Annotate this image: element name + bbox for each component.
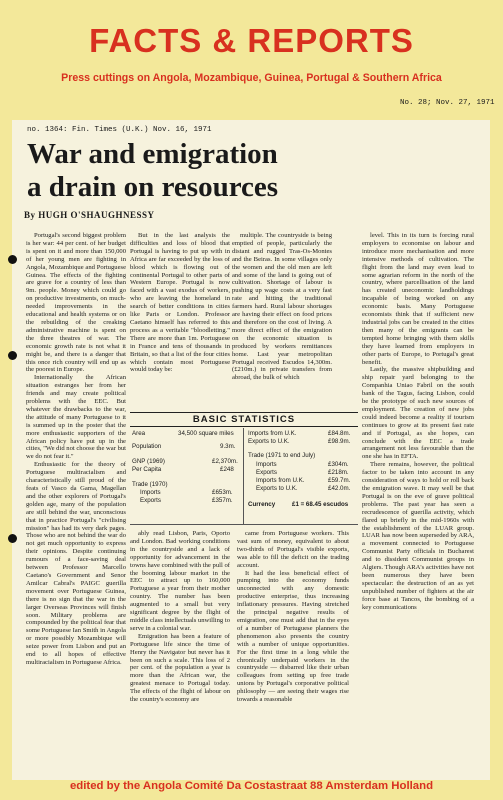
paragraph: came from Portuguese workers. This vast sum of money, equivalent to about two-thirds of Portugal's visible exports, was able to fill the deficit on the trading account. bbox=[237, 530, 349, 569]
stat-row bbox=[248, 438, 351, 445]
stat-label: Exports to U.K. bbox=[256, 485, 298, 492]
stat-row bbox=[248, 501, 349, 508]
stat-label: Imports bbox=[256, 461, 277, 468]
footer-editor-line: edited by the Angola Comité Da Costastraat 88 Amsterdam Holland bbox=[69, 780, 434, 792]
stat-label: Imports from U.K. bbox=[248, 430, 297, 437]
paragraph: Internationally the African situation estranges her from her friends and may create political problems with the EEC. But whatever the drawbacks to the war, the attitude of many Portuguese to it is summed up in the poster that the more enthusiastic supporters of the African policy have put up in the cities, "We did not choose the war but we do not fear it." bbox=[26, 374, 126, 461]
stat-label: Exports to U.K. bbox=[248, 438, 290, 445]
article-column-1 bbox=[26, 232, 126, 772]
paragraph: But in the last analysis the difficulties and loss of blood that Portugal is having to put up with in Africa are far exceeded by the loss of blood which is flowing out of continental Portugal to other parts of Western Europe. Portugal is now faced with a vast exodus of workers, who are leaving the homeland in search of better conditions in cities like Paris or London. Professor Caetano himself has referred to this process as a veritable "bloodletting." There are more than 1m. Portuguese in France and tens of thousands in Britain, so that a list of the four cities which contain most Portuguese would today be: bbox=[130, 232, 230, 374]
headline-line-1: War and emigration bbox=[27, 138, 278, 170]
stat-value: £2,370m. bbox=[212, 458, 238, 465]
stat-row bbox=[256, 469, 349, 476]
paragraph: ably read Lisbon, Paris, Oporto and London. Bad working conditions in the countryside and a lack of opportunity for advancement in the towns have combined with the pull of the booming labour market in the EEC to attract up to 160,000 Portuguese a year from their mother country. The number has been augmented to a small but very significant degree by the flight of middle class intellectuals unwilling to serve in a colonial war. bbox=[130, 530, 230, 632]
paragraph: There remains, however, the political factor to be taken into account in any consideration of ways to hold or roll back the emigration wave. It may well be that Portugal is on the eve of grave political problems. The past year has seen a recrudescence of guerilla activity, which flared up briefly in the mid-1960s with the establishment of the LUAR group. LUAR has now been superseded by ARA, a movement connected to Portuguese Communist Party officials in Bucharest and to dissident Communist groups in Algiers. Though ARA's activities have not been numerous they have been spectacular: the destruction of an as yet unpublished number of fighters at the air force base at Tancos, the bombing of a key communications bbox=[362, 461, 474, 611]
basic-statistics-box bbox=[130, 412, 358, 527]
stat-label: Imports bbox=[140, 489, 161, 496]
stat-value: £84.8m. bbox=[328, 430, 351, 437]
paragraph: Emigration has been a feature of Portuguese life since the time of Henry the Navigator but never has it been on such a scale. This loss of 2 per cent. of the population a year is more than the African war, the greatest menace to Portugal today. The effects of the flight of labour on the country's economy are bbox=[130, 632, 230, 704]
stat-label: Trade (1970) bbox=[132, 481, 168, 488]
stat-value: £1 = 68.45 escudos bbox=[292, 501, 349, 508]
paragraph: level. This in its turn is forcing rural employers to economise on labour and introduce more mechanisation and more intensive methods of cultivation. The flight from the land may even lead to some agrarian reform in the north of the country, where parcellisation of the land has created uneconomic landholdings incapable of being worked on any economic basis. Many Portuguese economists think that if sufficient new industrial jobs can be created in the cities then many of the emigrants can be tempted home bringing with them skills they have learned from employers in other parts of Europe, to Portugal's great benefit. bbox=[362, 232, 474, 366]
press-cutting bbox=[12, 120, 490, 780]
article-column-2-continued bbox=[130, 530, 230, 780]
stat-row bbox=[140, 489, 233, 496]
stat-row bbox=[132, 458, 238, 465]
stat-value: £304m. bbox=[328, 461, 349, 468]
stat-label: Per Capita bbox=[132, 466, 162, 473]
stat-value: £59.7m. bbox=[328, 477, 351, 484]
stat-value: £357m. bbox=[212, 497, 233, 504]
paragraph: Enthusiastic for the theory of Portuguese multiracialism and characteristically still proud of the feats of Vasco da Gama, Magellan and the other explorers of Portugal's golden age, many of the population are still behind the war, unconscious that in practice Portugal's "civilising mission" has had its very dark pages. Those who are not behind the war do not get much opportunity to express their opinions. Despite continuing rumours of a face-saving deal between Professor Marcello Caetano's Government and Senor Amilcar Cabral's PAIGC guerilla movement over Portuguese Guinea, there is no sign that the war in the larger Overseas Provinces will finish soon. Military problems are compounded by the political fear that some Portuguese Ian Smith in Angola or more possibly Mozambique will seize power from Lisbon and put an end to all hopes of effective multiracialism in Portuguese Africa. bbox=[26, 461, 126, 666]
stat-label: Exports bbox=[256, 469, 277, 476]
punch-hole bbox=[8, 351, 17, 360]
stat-row bbox=[132, 481, 168, 488]
headline bbox=[27, 138, 278, 204]
headline-line-2: a drain on resources bbox=[27, 171, 279, 203]
newsletter-subtitle: Press cuttings on Angola, Mozambique, Guinea, Portugal & Southern Africa bbox=[61, 72, 442, 84]
stats-divider bbox=[243, 428, 244, 524]
byline: By HUGH O'SHAUGHNESSY bbox=[24, 210, 155, 220]
stats-title: BASIC STATISTICS bbox=[130, 412, 358, 427]
stat-value: £248 bbox=[220, 466, 234, 473]
stat-label: Imports from U.K. bbox=[256, 477, 305, 484]
punch-hole bbox=[8, 534, 17, 543]
stat-row bbox=[256, 461, 349, 468]
paragraph: Portugal's second biggest problem is her war: 44 per cent. of her budget is spent on it and more than 150,000 of her young men are fighting in Angola, Mozambique and Portuguese Guinea. The effects of the fighting are grave for a country of less than 9m. people. Money which could go on productive investments, on much-needed improvements in the educational and health systems or on the rebuilding of the creaking administrative machine is spent on the three theatres of war. The economic growth rate is not what it might be, and there is a danger that this once rich country will end up as the poorest in Europe. bbox=[26, 232, 126, 374]
stat-row bbox=[248, 430, 351, 437]
stat-row bbox=[140, 497, 233, 504]
stat-label: Population bbox=[132, 443, 162, 450]
stat-label: Currency bbox=[248, 501, 276, 508]
paragraph: Lastly, the massive shipbuilding and ship repair yard belonging to the Companhia Uniao Fabril on the south bank of the Tagus, facing Lisbon, could be the prototype of such new sources of employment. The creation of new jobs could indeed become a reality if tourism continues to grow at its present fast rate and if Portugal, as she hopes, can conclude with the EEC a trade arrangement not less favourable than the one she has in EFTA. bbox=[362, 366, 474, 461]
stat-label: GNP (1969) bbox=[132, 458, 165, 465]
stat-row bbox=[256, 485, 351, 492]
article-column-3-continued bbox=[237, 530, 349, 780]
punch-hole bbox=[8, 255, 17, 264]
stat-label: Exports bbox=[140, 497, 161, 504]
stat-value: 9.3m. bbox=[220, 443, 236, 450]
stat-row bbox=[132, 466, 234, 473]
stat-row bbox=[256, 477, 351, 484]
source-line: no. 1364: Fin. Times (U.K.) Nov. 16, 1971 bbox=[27, 126, 212, 134]
stat-row bbox=[132, 443, 236, 450]
issue-number: No. 28; Nov. 27, 1971 bbox=[400, 99, 495, 107]
stat-row bbox=[248, 452, 315, 459]
article-column-4 bbox=[362, 232, 474, 772]
stat-value: £98.9m. bbox=[328, 438, 351, 445]
stat-label: Area bbox=[132, 430, 146, 437]
stats-bottom-rule bbox=[130, 524, 358, 525]
stat-value: £42.0m. bbox=[328, 485, 351, 492]
paragraph: It had the less beneficial effect of pumping into the economy funds unconnected with any domestic productive enterprise, thus increasing inflationary pressures. Having stretched the principal negative results of emigration, one must add that in the eyes of a number of Portuguese planners the phenomenon also presents the country with a number of unique opportunities. For the first time in a long while the chronically underpaid workers in the countryside — disbarred like their urban colleagues from setting up free trade unions by Portugal's corporative political philosophy — are seeing their wages rise towards a reasonable bbox=[237, 569, 349, 704]
stat-row bbox=[132, 430, 234, 437]
paragraph: multiple. The countryside is being emptied of people, particularly the distant and rugged Tras-Os-Montes and the Beiras. In some villages only the women and the old men are left and some of the land is going out of cultivation. Shortage of labour is pushing up wage costs at a very fast rate and hitting the traditional farmers hard. Rural labour shortages are having their effect on food prices and therefore on the cost of living. A more direct effect of the emigration on the economic situation is produced by workers remittances home. Last year metropolitan Portugal received Escudos 14,300m. (£210m.) in private transfers from abroad, the bulk of which bbox=[232, 232, 332, 382]
masthead bbox=[0, 0, 503, 112]
article-column-3 bbox=[232, 232, 332, 384]
stat-value: £218m. bbox=[328, 469, 349, 476]
newsletter-title: FACTS & REPORTS bbox=[89, 22, 414, 59]
stat-label: Trade (1971 to end July) bbox=[248, 452, 316, 459]
stat-value: £653m. bbox=[212, 489, 233, 496]
stat-value: 34,500 square miles bbox=[178, 430, 234, 437]
